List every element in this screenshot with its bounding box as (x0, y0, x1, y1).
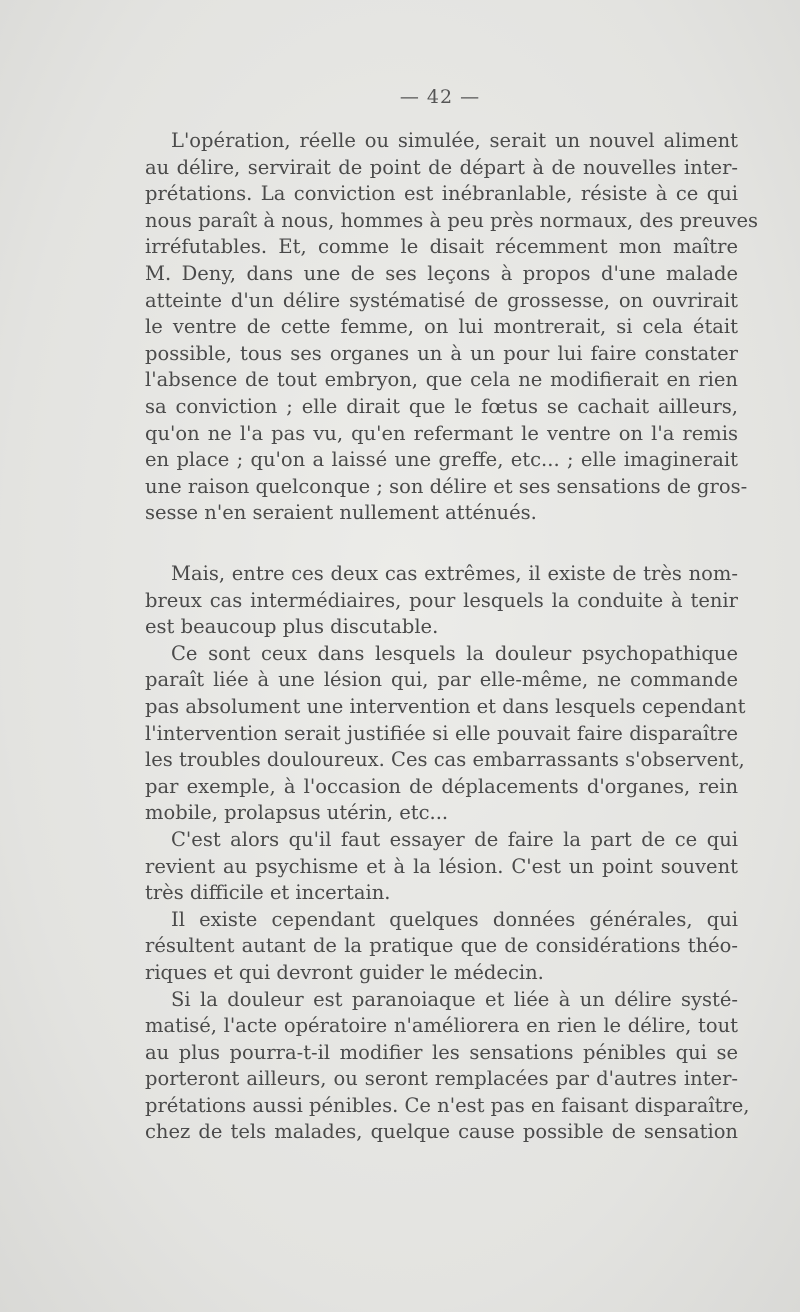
text-line: prétations. La conviction est inébranlable, résiste à ce qui (145, 182, 738, 206)
text-line: matisé, l'acte opératoire n'améliorera en rien le délire, tout (145, 1014, 738, 1038)
text-line: pas absolument une intervention et dans lesquels cependant (145, 694, 746, 718)
text-line: Il existe cependant quelques données générales, qui (171, 907, 738, 931)
text-line: sesse n'en seraient nullement atténués. (145, 501, 537, 525)
text-line: L'opération, réelle ou simulée, serait un nouvel aliment (171, 129, 738, 152)
text-line: Si la douleur est paranoiaque et liée à un délire systé- (171, 987, 738, 1011)
text-line: en place ; qu'on a laissé une greffe, etc... ; elle imaginerait (145, 448, 738, 472)
text-line: au plus pourra-t-il modifier les sensations pénibles qui se (145, 1040, 738, 1064)
text-line: chez de tels malades, quelque cause possible de sensation (145, 1120, 738, 1144)
text-line: résultent autant de la pratique que de considérations théo- (145, 934, 738, 958)
text-line: atteinte d'un délire systématisé de grossesse, on ouvrirait (145, 288, 738, 312)
page-number: — 42 — (399, 86, 481, 108)
paragraph-intermediate-cases (145, 561, 750, 1146)
text-line: C'est alors qu'il faut essayer de faire la part de ce qui (171, 827, 738, 851)
text-line: prétations aussi pénibles. Ce n'est pas en faisant disparaître, (145, 1093, 750, 1117)
text-line: une raison quelconque ; son délire et ses sensations de gros- (145, 474, 748, 498)
text-line: au délire, servirait de point de départ à de nouvelles inter- (145, 155, 738, 179)
text-line: riques et qui devront guider le médecin. (145, 960, 544, 984)
text-line: Ce sont ceux dans lesquels la douleur psychopathique (171, 641, 738, 665)
text-line: possible, tous ses organes un à un pour lui faire constater (145, 341, 738, 365)
text-line: très difficile et incertain. (145, 881, 391, 905)
text-line: est beaucoup plus discutable. (145, 615, 439, 639)
text-line: qu'on ne l'a pas vu, qu'en refermant le ventre on l'a remis (145, 421, 738, 445)
paragraph-operation (145, 128, 759, 527)
text-line: mobile, prolapsus utérin, etc... (145, 801, 449, 825)
text-line: breux cas intermédiaires, pour lesquels la conduite à tenir (145, 588, 738, 612)
text-line: Mais, entre ces deux cas extrêmes, il existe de très nom- (171, 562, 738, 585)
text-line: sa conviction ; elle dirait que le fœtus se cachait ailleurs, (145, 394, 738, 418)
text-line: M. Deny, dans une de ses leçons à propos d'une malade (145, 261, 738, 285)
text-line: porteront ailleurs, ou seront remplacées par d'autres inter- (145, 1067, 738, 1091)
text-line: revient au psychisme et à la lésion. C'est un point souvent (145, 854, 738, 878)
text-line: l'absence de tout embryon, que cela ne modifierait en rien (145, 368, 738, 392)
text-line: les troubles douloureux. Ces cas embarrassants s'observent, (145, 748, 745, 772)
text-line: le ventre de cette femme, on lui montrerait, si cela était (145, 315, 738, 339)
text-line: par exemple, à l'occasion de déplacements d'organes, rein (145, 774, 738, 798)
text-line: paraît liée à une lésion qui, par elle-même, ne commande (145, 668, 738, 692)
text-line: irréfutables. Et, comme le disait récemment mon maître (145, 235, 738, 259)
text-line: nous paraît à nous, hommes à peu près normaux, des preuves (145, 208, 759, 232)
text-line: l'intervention serait justifiée si elle pouvait faire disparaître (145, 721, 738, 745)
